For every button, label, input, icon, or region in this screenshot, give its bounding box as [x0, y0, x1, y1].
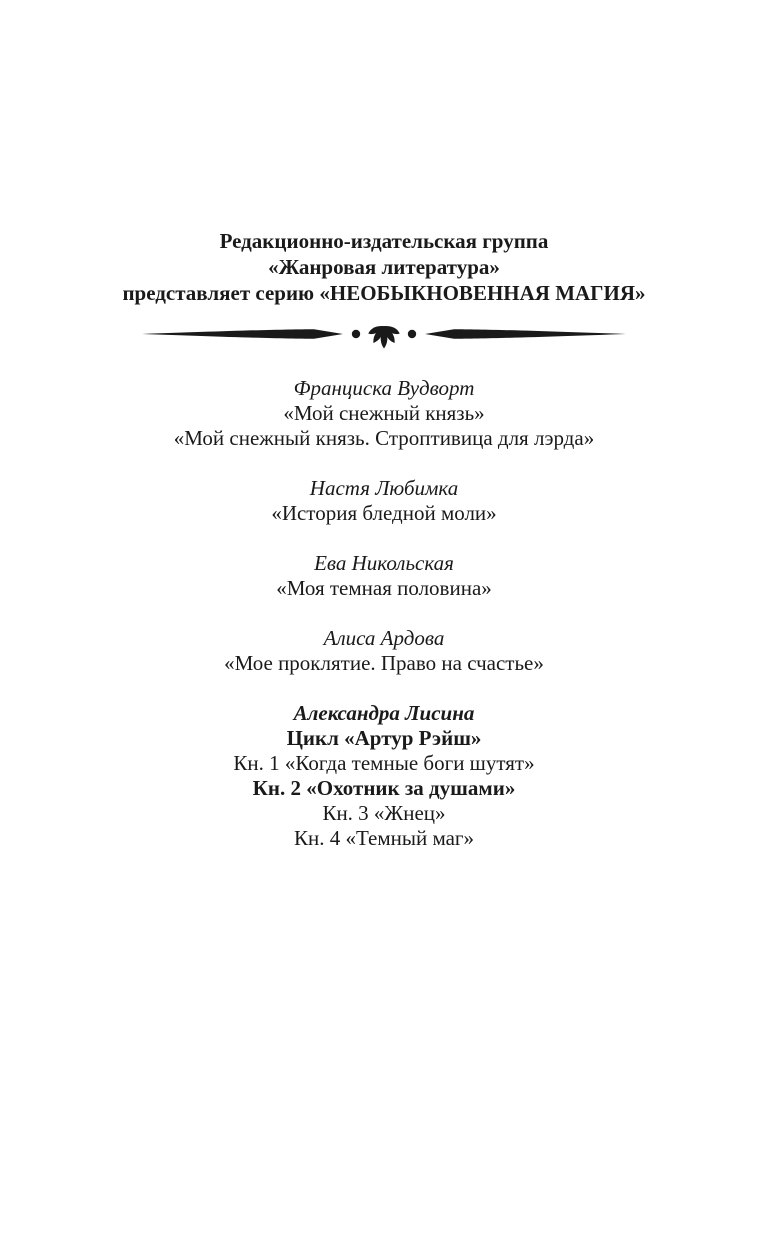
author-block: [0, 701, 768, 851]
author-block: [0, 476, 768, 526]
publisher-group-line: Редакционно-издательская группа: [219, 229, 549, 253]
work-title: Кн. 1 «Когда темные боги шутят»: [233, 751, 535, 775]
work-title: Кн. 2 «Охотник за душами»: [252, 776, 516, 800]
author-name: Александра Лисина: [293, 701, 475, 725]
page-content: [0, 228, 768, 851]
author-name: Ева Никольская: [314, 551, 454, 575]
author-block: [0, 551, 768, 601]
author-block: [0, 626, 768, 676]
work-title: «Мое проклятие. Право на счастье»: [224, 651, 544, 675]
author-name: Алиса Ардова: [323, 626, 445, 650]
author-name: Франциска Вудворт: [293, 376, 475, 400]
author-block: [0, 376, 768, 451]
work-title: Кн. 3 «Жнец»: [322, 801, 446, 825]
work-title: «Мой снежный князь. Строптивица для лэрда»: [173, 426, 595, 450]
series-title-line: представляет серию «НЕОБЫКНОВЕННАЯ МАГИЯ»: [122, 281, 646, 305]
work-title: «Мой снежный князь»: [283, 401, 485, 425]
work-title: Цикл «Артур Рэйш»: [286, 726, 482, 750]
fleuron-fan-ornament-icon: [142, 322, 626, 354]
work-title: «Моя темная половина»: [276, 576, 492, 600]
publisher-brand-line: «Жанровая литература»: [268, 255, 500, 279]
work-title: «История бледной моли»: [271, 501, 497, 525]
author-name: Настя Любимка: [309, 476, 459, 500]
authors-list: [0, 376, 768, 851]
publisher-header: [0, 228, 768, 306]
work-title: Кн. 4 «Темный маг»: [293, 826, 475, 850]
